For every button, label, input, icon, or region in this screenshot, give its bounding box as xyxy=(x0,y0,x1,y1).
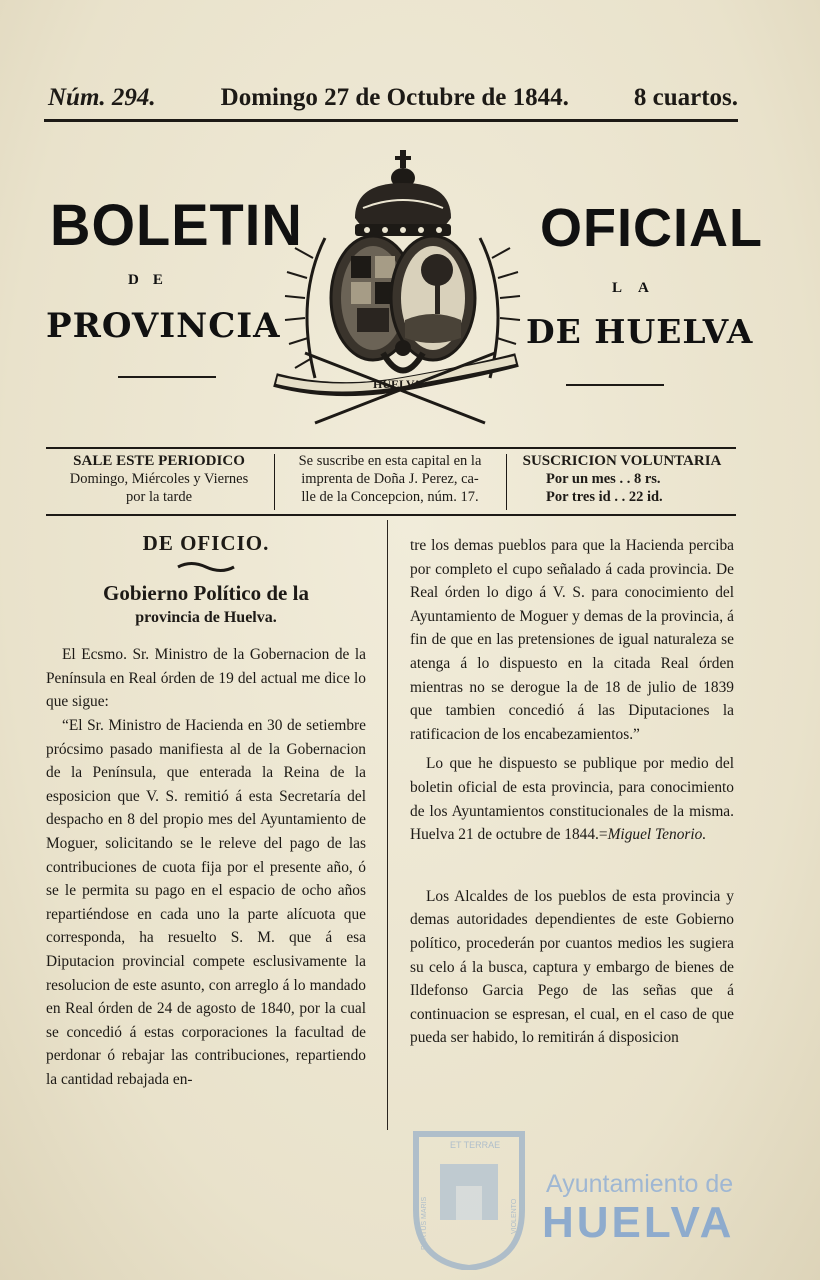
section-title: DE OFICIO. xyxy=(142,531,270,555)
subscription-prices xyxy=(508,452,736,512)
article-paragraph: “El Sr. Ministro de Hacienda en 30 de setiembre prócsimo pasado manifiesta al de la Gobernacion de la Península, que enterada la Reina de la esposicion que V. S. remitió á esta Secretaría del despacho en 8 del propio mes del Ayuntamiento de Moguer, solicitando se le releve del pago de las contribuciones de cuota fija por el presente año, ó se le permita su pago en el espacio de ocho años repartiéndose en cada uno la parte alícuota que corresponda, ha resuelto S. M. que á esa Diputacion provincial compete esclusivamente la resolucion de este asunto, con arreglo á lo mandado en Real órden de 24 de agosto de 1840, por la cual se concedió á estas corporaciones la facultad de perdonar ó rebajar las contribuciones, repartiendo la cantidad rebajada en- xyxy=(46,716,366,1088)
location-line-2: imprenta de Doña J. Perez, ca- xyxy=(301,471,479,487)
watermark-line-1: Ayuntamiento de xyxy=(546,1170,734,1198)
flourish-icon xyxy=(46,558,366,574)
article-paragraph: Los Alcaldes de los pueblos de esta provincia y demas autoridades dependientes de este Gobierno político, procederán por cuantos medios les sugiera su celo á la busca, captura y embargo de bienes de Ildefonso Garcia Pego de las señas que á continuacion se espresan, el cual, en el caso de que pueda ser habido, lo remitirán á disposicion xyxy=(410,887,734,1047)
article-paragraph: El Ecsmo. Sr. Ministro de la Gobernacion de la Península en Real órden de 19 del actual me dice lo que sigue: xyxy=(46,646,366,711)
signature: Miguel Tenorio. xyxy=(607,826,707,844)
price-three-months: Por tres id . . 22 id. xyxy=(546,489,663,505)
left-column xyxy=(46,528,366,1091)
schedule-days: Domingo, Miércoles y Viernes xyxy=(69,471,249,487)
title-connector-la: LA xyxy=(612,280,665,296)
coat-of-arms-icon xyxy=(255,148,530,433)
subs-bottom-rule xyxy=(46,514,736,516)
article-paragraph xyxy=(410,752,734,846)
location-line-3: lle de la Concepcion, núm. 17. xyxy=(301,489,479,505)
article-paragraph: tre los demas pueblos para que la Hacienda perciba por completo el cupo señalado á cada provincia. De Real órden lo digo á V. S. para conocimiento del Ayuntamiento de Moguer y demas de la provincia, á fin de que en las pretensiones de igual naturaleza se atenga á lo dispuesto en la citada Real órden mientras no se derogue la de 18 de julio de 1839 que tambien concedió á las Diputaciones la ratificacion de los encabezamientos.” xyxy=(410,537,734,743)
watermark-seal-right: VIOLENTO xyxy=(511,1198,518,1234)
subscription-location xyxy=(276,452,504,512)
title-rule-right xyxy=(566,384,664,386)
column-divider xyxy=(387,520,388,1130)
title-dehuelva: DE HUELVA xyxy=(526,312,754,351)
issue-line xyxy=(48,84,738,118)
watermark-seal-top: ET TERRAE xyxy=(450,1140,501,1150)
price-month: Por un mes . . 8 rs. xyxy=(546,471,661,487)
watermark-seal-left: PORTUS MARIS xyxy=(421,1196,428,1250)
issue-date: Domingo 27 de Octubre de 1844. xyxy=(220,84,569,111)
title-rule-left xyxy=(118,376,216,378)
masthead-rule xyxy=(44,119,738,122)
prices-heading: SUSCRICION VOLUNTARIA xyxy=(522,453,722,469)
issue-number: Núm. 294. xyxy=(48,84,156,111)
title-boletin: BOLETIN xyxy=(50,191,303,258)
schedule-time: por la tarde xyxy=(125,489,193,505)
watermark-line-2: HUELVA xyxy=(542,1198,735,1247)
subs-divider xyxy=(506,454,507,510)
title-connector-de: DE xyxy=(128,272,177,288)
title-oficial: OFICIAL xyxy=(540,198,763,258)
subs-top-rule xyxy=(46,447,736,449)
notice-text: Lo que he dispuesto se publique por medio del boletin oficial de esta provincia, para conocimiento de los Ayuntamientos constitucionales de la misma. Huelva 21 de octubre de 1844.= xyxy=(410,755,734,844)
issue-price: 8 cuartos. xyxy=(633,84,738,111)
schedule-heading: SALE ESTE PERIODICO xyxy=(73,453,245,469)
publication-schedule xyxy=(46,452,272,512)
title-provincia: PROVINCIA xyxy=(46,306,281,346)
gov-subtitle: provincia de Huelva. xyxy=(135,608,277,626)
spacer xyxy=(410,847,734,885)
subscription-info xyxy=(46,452,736,512)
location-line-1: Se suscribe en esta capital en la xyxy=(298,453,482,469)
right-column xyxy=(410,534,734,1050)
crest-ribbon-label: HUELVA xyxy=(373,377,422,391)
gov-title: Gobierno Político de la xyxy=(103,580,309,605)
subs-divider xyxy=(274,454,275,510)
